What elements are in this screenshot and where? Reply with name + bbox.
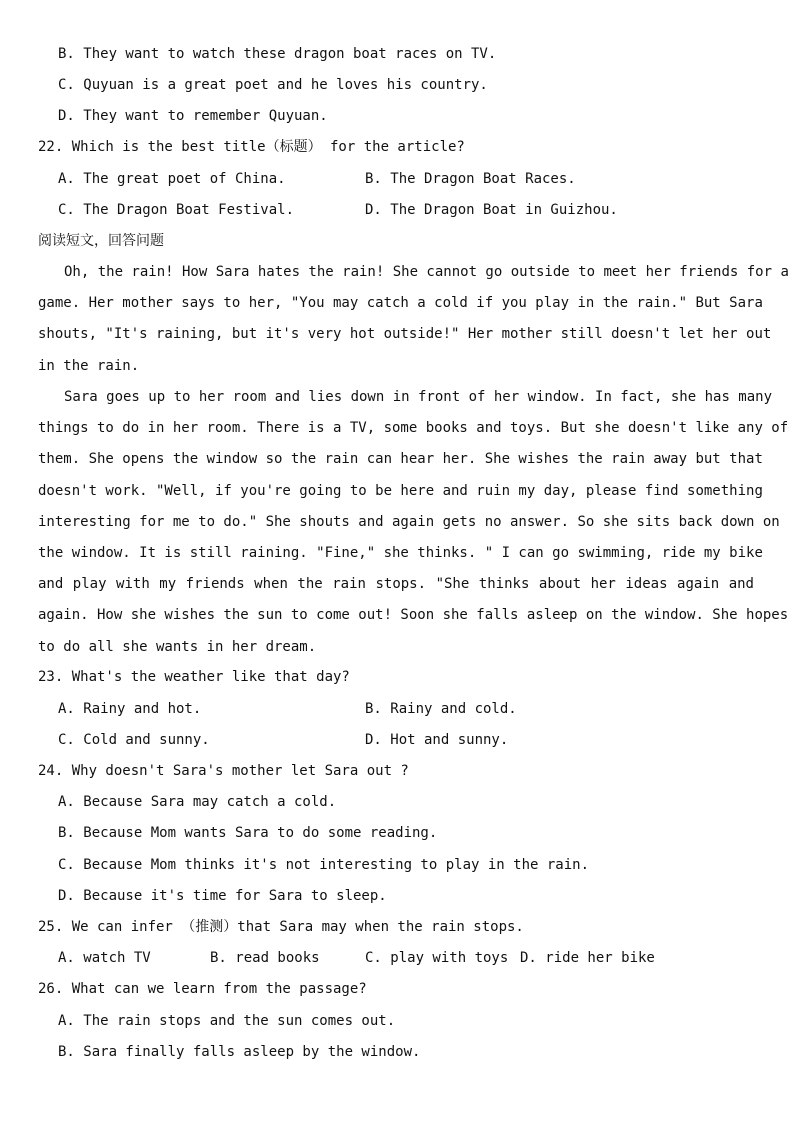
q21-option-d: D. They want to remember Quyuan.: [58, 108, 328, 124]
q24-option-d: D. Because it's time for Sara to sleep.: [58, 888, 387, 904]
passage-line: things to do in her room. There is a TV, some books and toys. But she doesn't like any of: [38, 420, 789, 437]
passage-line: to do all she wants in her dream.: [38, 638, 317, 655]
q25-option-d: D. ride her bike: [520, 950, 655, 966]
q23-question: 23. What's the weather like that day?: [38, 669, 350, 685]
passage-line: game. Her mother says to her, "You may catch a cold if you play in the rain." But Sara: [38, 295, 763, 312]
passage-line: and play with my friends when the rain stops. "She thinks about her ideas again and: [38, 576, 754, 593]
passage-line: doesn't work. "Well, if you're going to be here and ruin my day, please find something: [38, 482, 763, 499]
q26-option-a: A. The rain stops and the sun comes out.: [58, 1013, 396, 1029]
q24-option-a: A. Because Sara may catch a cold.: [58, 794, 337, 810]
passage-line: Sara goes up to her room and lies down in front of her window. In fact, she has many: [64, 389, 773, 405]
q24-option-b: B. Because Mom wants Sara to do some reading.: [58, 825, 438, 841]
q26-option-b: B. Sara finally falls asleep by the window.: [58, 1044, 421, 1060]
passage-line: them. She opens the window so the rain can hear her. She wishes the rain away but that: [38, 451, 763, 468]
passage-line: shouts, "It's raining, but it's very hot outside!" Her mother still doesn't let her out: [38, 326, 772, 343]
q22-question: 22. Which is the best title（标题） for the article?: [38, 139, 465, 155]
passage-line: interesting for me to do." She shouts and again gets no answer. So she sits back down on: [38, 513, 780, 530]
q23-option-b: B. Rainy and cold.: [365, 701, 517, 717]
q23-option-a: A. Rainy and hot.: [58, 701, 202, 717]
q25-option-a: A. watch TV: [58, 950, 151, 966]
section-heading: 阅读短文，回答问题: [38, 233, 164, 249]
q21-option-b: B. They want to watch these dragon boat races on TV.: [58, 46, 497, 62]
q24-question: 24. Why doesn't Sara's mother let Sara out ?: [38, 763, 409, 779]
q23-option-c: C. Cold and sunny.: [58, 732, 210, 748]
q24-option-c: C. Because Mom thinks it's not interesting to play in the rain.: [58, 857, 590, 873]
passage-paragraph-2: [38, 382, 789, 663]
q26-question: 26. What can we learn from the passage?: [38, 981, 367, 997]
q22-option-d: D. The Dragon Boat in Guizhou.: [365, 202, 618, 218]
q25-option-b: B. read books: [210, 950, 320, 966]
passage-line: Oh, the rain! How Sara hates the rain! She cannot go outside to meet her friends for a: [64, 264, 789, 280]
q22-option-c: C. The Dragon Boat Festival.: [58, 202, 295, 218]
q22-option-a: A. The great poet of China.: [58, 171, 286, 187]
passage-line: again. How she wishes the sun to come out! Soon she falls asleep on the window. She hopes: [38, 607, 789, 624]
passage-paragraph-1: [38, 257, 789, 382]
passage-line: in the rain.: [38, 357, 140, 374]
q25-options-row: [58, 948, 738, 968]
passage-line: the window. It is still raining. "Fine," she thinks. " I can go swimming, ride my bike: [38, 544, 763, 561]
q25-option-c: C. play with toys: [365, 950, 509, 966]
q21-option-c: C. Quyuan is a great poet and he loves his country.: [58, 77, 488, 93]
q23-option-d: D. Hot and sunny.: [365, 732, 509, 748]
q22-option-b: B. The Dragon Boat Races.: [365, 171, 576, 187]
q25-question: 25. We can infer （推测）that Sara may when the rain stops.: [38, 919, 524, 935]
